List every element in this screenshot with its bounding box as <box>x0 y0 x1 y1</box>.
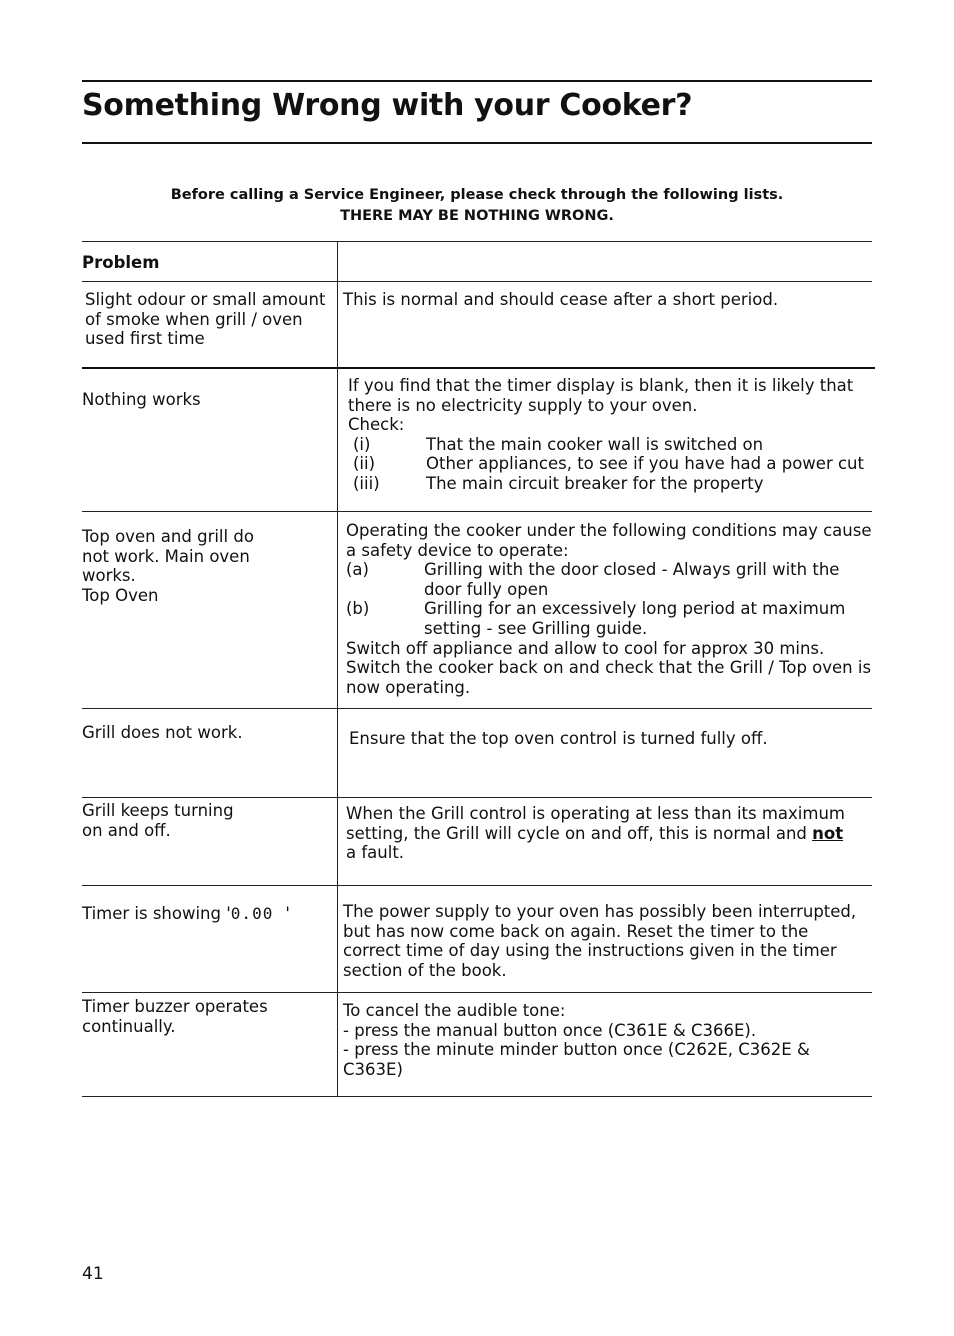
row-7-solution-line-1: To cancel the audible tone: <box>343 1001 566 1020</box>
table-row-rule <box>82 885 872 886</box>
list-key: (i) <box>353 434 371 454</box>
timer-display-readout: 0.00 <box>230 904 274 923</box>
row-6-solution: The power supply to your oven has possibly been interrupted, but has now come back on again. Reset the timer to the correct time of day using the instructions given in the timer section of the book. <box>343 902 857 980</box>
table-bottom-rule <box>82 1096 872 1097</box>
row-2-list-item <box>348 454 872 474</box>
row-3-list-item <box>346 560 872 599</box>
row-6-problem-prefix: Timer is showing <box>82 904 227 923</box>
row-2-solution <box>348 376 872 494</box>
row-7-solution-line-3: - press the minute minder button once (C262E, C362E & C363E) <box>343 1040 810 1079</box>
page-title: Something Wrong with your Cooker? <box>82 88 693 123</box>
row-2-check-label: Check: <box>348 415 405 435</box>
row-2-list-item <box>348 474 872 494</box>
row-4-solution: Ensure that the top oven control is turned fully off. <box>349 729 768 748</box>
page-number: 41 <box>82 1264 104 1284</box>
row-3-solution-outro-2: Switch the cooker back on and check that the Grill / Top oven is now operating. <box>346 658 872 697</box>
row-2-solution-intro: If you find that the timer display is blank, then it is likely that there is no electricity supply to your oven. <box>348 376 854 415</box>
row-6-close-quote: ' <box>285 904 290 923</box>
row-1-solution: This is normal and should cease after a short period. <box>343 290 779 309</box>
table-column-divider <box>337 241 338 1096</box>
row-3-list-item <box>346 599 872 638</box>
row-1-problem: Slight odour or small amount of smoke when grill / oven used first time <box>85 290 326 349</box>
row-5-problem: Grill keeps turning on and off. <box>82 801 234 840</box>
title-bottom-rule <box>82 142 872 144</box>
row-3-solution <box>346 521 872 697</box>
header-problem: Problem <box>82 253 160 272</box>
intro-line-1: Before calling a Service Engineer, please check through the following lists. <box>170 187 784 203</box>
row-2-problem: Nothing works <box>82 390 201 409</box>
list-text: Grilling with the door closed - Always grill with the door fully open <box>424 560 840 599</box>
row-2-list-item <box>348 435 872 455</box>
row-3-solution-outro-1: Switch off appliance and allow to cool for approx 30 mins. <box>346 638 825 658</box>
list-key: (a) <box>346 560 369 580</box>
list-key: (ii) <box>353 454 376 474</box>
list-text: Other appliances, to see if you have had a power cut <box>426 454 864 474</box>
row-5-solution-text-end: a fault. <box>346 843 405 863</box>
row-7-problem: Timer buzzer operates continually. <box>82 997 268 1036</box>
table-row-rule <box>82 367 875 369</box>
list-key: (b) <box>346 599 370 619</box>
title-top-rule <box>82 80 872 82</box>
list-key: (iii) <box>353 473 380 493</box>
table-row-rule <box>82 797 872 798</box>
row-3-solution-intro: Operating the cooker under the following conditions may cause a safety device to operate: <box>346 521 872 560</box>
row-7-solution-line-2: - press the manual button once (C361E & C366E). <box>343 1020 757 1040</box>
list-text: The main circuit breaker for the property <box>426 473 764 493</box>
list-text: That the main cooker wall is switched on <box>426 434 764 454</box>
intro-line-2: THERE MAY BE NOTHING WRONG. <box>340 208 614 224</box>
row-3-problem <box>82 527 264 605</box>
table-row-rule <box>82 992 872 993</box>
list-text: Grilling for an excessively long period at maximum setting - see Grilling guide. <box>424 599 846 638</box>
row-6-open-quote: ' <box>226 904 231 923</box>
row-4-problem: Grill does not work. <box>82 723 243 742</box>
table-row-rule <box>82 511 872 512</box>
table-header-rule <box>82 281 872 282</box>
table-top-rule <box>82 241 872 242</box>
row-3-problem-text: Top oven and grill do not work. Main oven works. <box>82 527 254 586</box>
row-6-problem <box>82 904 332 924</box>
row-5-solution-emphasis: not <box>812 823 844 843</box>
table-row-rule <box>82 708 872 709</box>
row-3-problem-sub: Top Oven <box>82 585 159 605</box>
row-5-solution-text: When the Grill control is operating at less than its maximum setting, the Grill will cycle on and off, this is normal and <box>346 804 845 843</box>
row-5-solution <box>346 804 858 863</box>
row-7-solution <box>343 1001 871 1079</box>
